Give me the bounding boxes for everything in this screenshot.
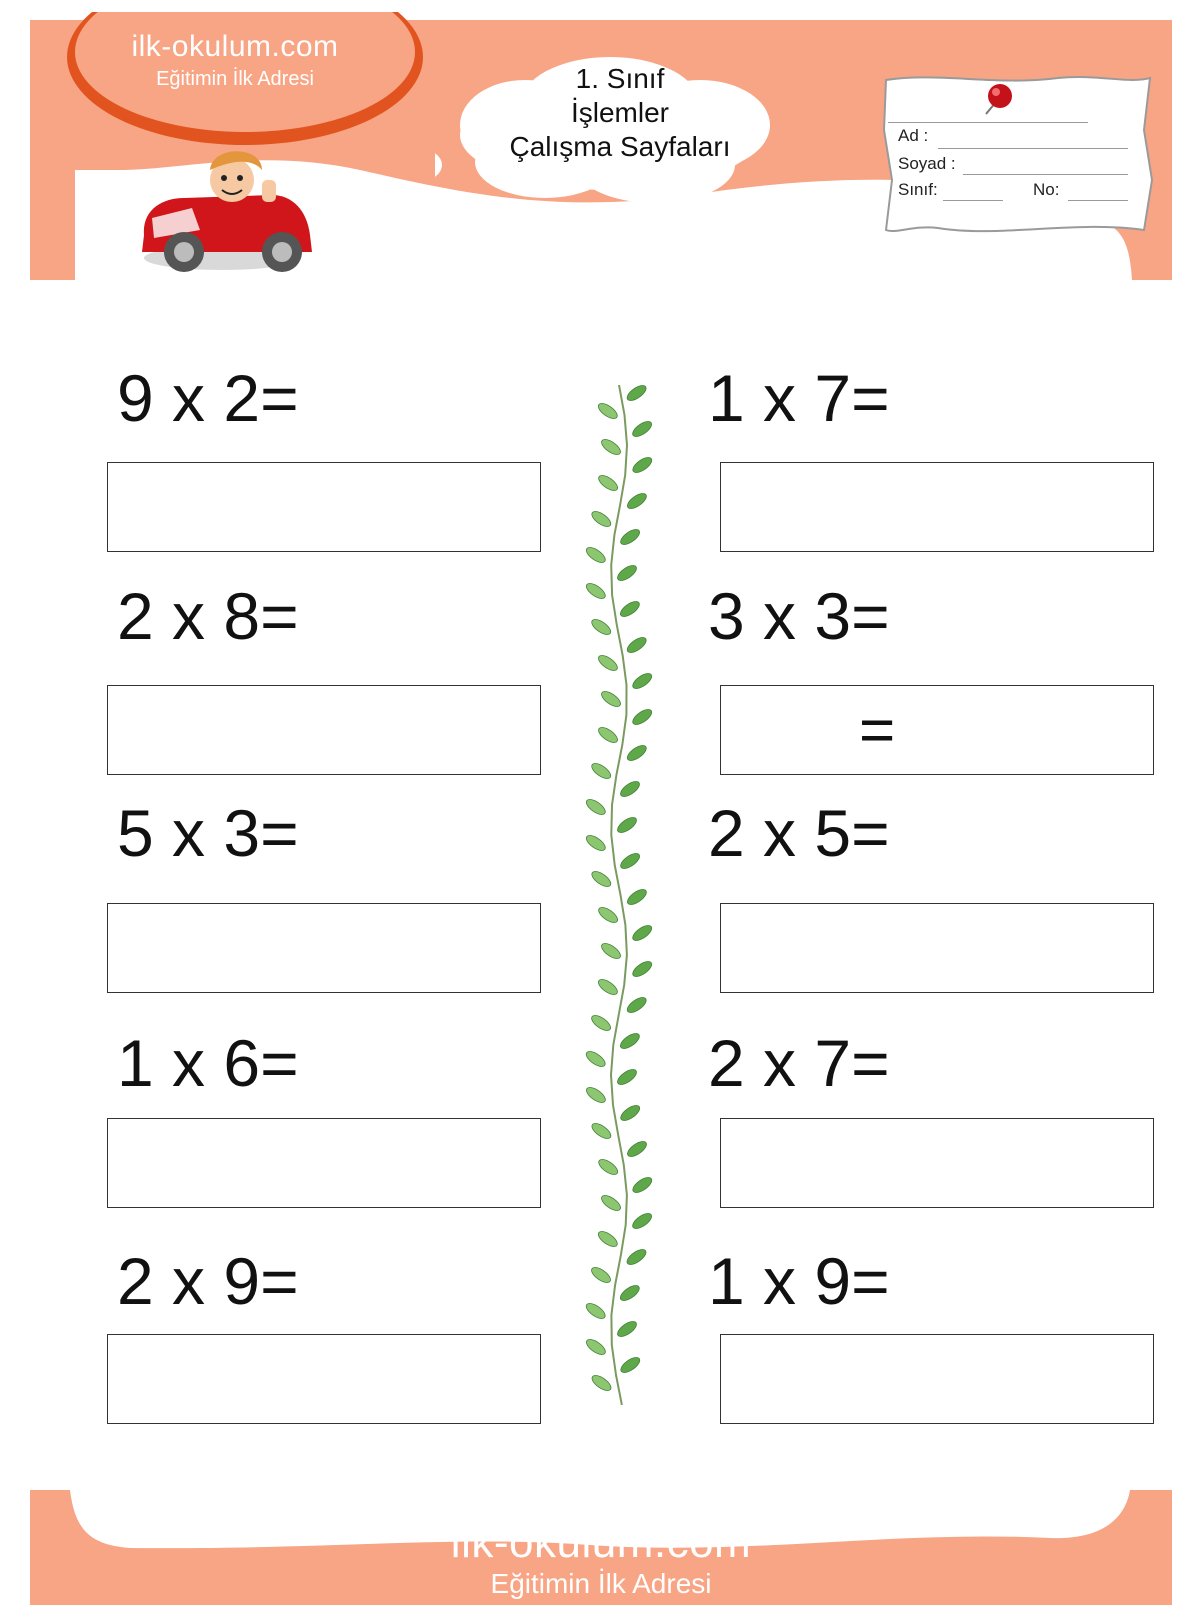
answer-box[interactable] — [720, 462, 1154, 552]
vine-leaf — [630, 419, 654, 440]
vine-leaf — [630, 923, 654, 944]
vine-leaf — [596, 977, 620, 998]
vine-leaf — [599, 1193, 623, 1214]
problem-label: 2 x 9= — [117, 1244, 299, 1318]
vine-leaf — [615, 1319, 639, 1340]
problem-label: 5 x 3= — [117, 796, 299, 870]
problem-label: 1 x 6= — [117, 1026, 299, 1100]
vine-leaf — [625, 385, 649, 403]
vine-leaf — [625, 491, 649, 512]
vine-leaf — [589, 509, 613, 530]
vine-leaf — [618, 1031, 642, 1052]
vine-leaf — [596, 905, 620, 926]
card-rule — [888, 122, 1088, 123]
vine-leaf — [596, 1157, 620, 1178]
answer-box[interactable] — [107, 1118, 541, 1208]
soyad-line[interactable] — [963, 174, 1128, 175]
answer-box[interactable] — [107, 903, 541, 993]
thumbtack-icon — [978, 80, 1018, 120]
vine-leaf — [589, 1265, 613, 1286]
vine-leaf — [584, 581, 608, 602]
vine-leaf — [630, 1175, 654, 1196]
car-mascot-icon — [122, 140, 362, 290]
vine-leaf — [625, 995, 649, 1016]
stray-equals-mark: = — [859, 696, 896, 765]
header-band — [30, 20, 1172, 290]
answer-box[interactable] — [720, 903, 1154, 993]
answer-box[interactable] — [107, 462, 541, 552]
vine-leaf — [630, 959, 654, 980]
sinif-line[interactable] — [943, 200, 1003, 201]
page-title — [470, 62, 770, 164]
no-label: No: — [1033, 180, 1060, 199]
title-line-2: İşlemler — [570, 97, 669, 128]
vine-leaf — [618, 1283, 642, 1304]
problem-label: 2 x 7= — [708, 1026, 890, 1100]
vine-leaf — [584, 833, 608, 854]
vine-leaf — [599, 437, 623, 458]
student-info-card — [878, 70, 1158, 240]
vine-leaf — [589, 617, 613, 638]
vine-leaf — [596, 653, 620, 674]
vine-leaf — [618, 599, 642, 620]
vine-leaf — [584, 1085, 608, 1106]
vine-leaf — [618, 851, 642, 872]
problem-label: 1 x 7= — [708, 361, 890, 435]
problem-label: 1 x 9= — [708, 1244, 890, 1318]
vine-leaf — [615, 1067, 639, 1088]
vine-leaf — [584, 1337, 608, 1358]
no-line[interactable] — [1068, 200, 1128, 201]
title-line-1: 1. Sınıf — [575, 63, 665, 94]
vine-leaf — [630, 707, 654, 728]
vine-leaf — [584, 797, 608, 818]
vine-leaf — [618, 527, 642, 548]
vine-leaf — [596, 1229, 620, 1250]
footer-tagline: Eğitimin İlk Adresi — [490, 1568, 712, 1599]
problem-label: 3 x 3= — [708, 579, 890, 653]
vine-leaf — [599, 941, 623, 962]
vine-leaf — [599, 689, 623, 710]
problem-label: 2 x 8= — [117, 579, 299, 653]
footer-site-name[interactable]: ilk-okulum.com — [450, 1518, 752, 1567]
answer-box[interactable] — [720, 685, 1154, 775]
soyad-label: Soyad : — [898, 154, 956, 173]
vine-leaf — [590, 1373, 614, 1394]
vine-leaf — [615, 815, 639, 836]
vine-leaf — [596, 725, 620, 746]
vine-leaf — [625, 1139, 649, 1160]
ad-label: Ad : — [898, 126, 929, 145]
vine-leaf — [584, 1301, 608, 1322]
vine-leaf — [630, 455, 654, 476]
logo-site-name[interactable]: ilk-okulum.com — [131, 30, 339, 63]
vine-leaf — [584, 1049, 608, 1070]
title-line-3: Çalışma Sayfaları — [509, 131, 731, 162]
ad-line[interactable] — [938, 148, 1128, 149]
vine-leaf — [590, 1121, 614, 1142]
vine-divider — [577, 385, 661, 1405]
vine-leaf — [618, 1355, 642, 1376]
answer-box[interactable] — [107, 1334, 541, 1424]
vine-leaf — [589, 761, 613, 782]
vine-leaf — [625, 887, 649, 908]
vine-leaf — [596, 401, 620, 422]
vine-leaf — [625, 635, 649, 656]
vine-leaf — [630, 671, 654, 692]
problem-label: 2 x 5= — [708, 796, 890, 870]
answer-box[interactable] — [720, 1334, 1154, 1424]
vine-leaf — [625, 1247, 649, 1268]
footer-band — [30, 1490, 1172, 1605]
answer-box[interactable] — [107, 685, 541, 775]
problem-label: 9 x 2= — [117, 361, 299, 435]
answer-box[interactable] — [720, 1118, 1154, 1208]
vine-leaf — [596, 473, 620, 494]
logo-tagline: Eğitimin İlk Adresi — [156, 68, 314, 90]
vine-leaf — [589, 869, 613, 890]
vine-leaf — [630, 1211, 654, 1232]
vine-leaf — [618, 1103, 642, 1124]
vine-leaf — [625, 743, 649, 764]
vine-leaf — [589, 1013, 613, 1034]
vine-leaf — [584, 545, 608, 566]
vine-leaf — [618, 779, 642, 800]
vine-leaf — [615, 563, 639, 584]
sinif-label: Sınıf: — [898, 180, 938, 199]
